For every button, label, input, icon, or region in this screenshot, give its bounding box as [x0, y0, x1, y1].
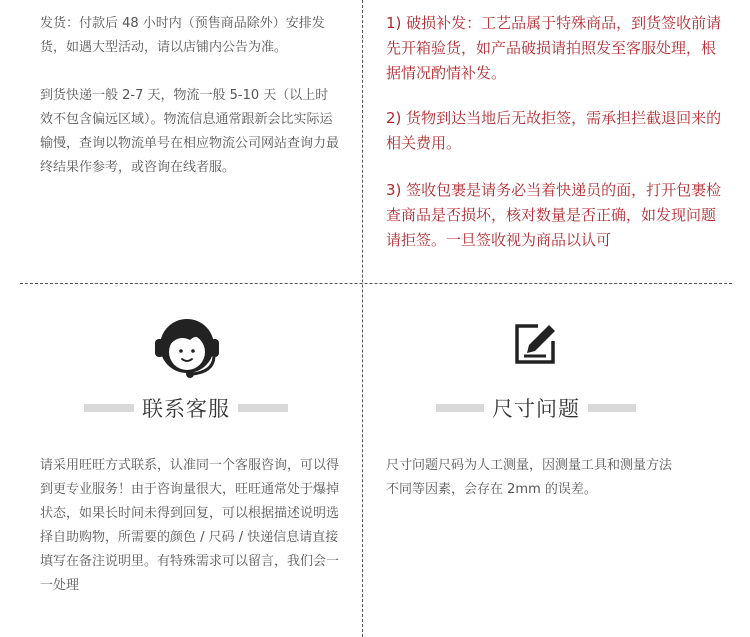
size-issue-text: 尺寸问题尺码为人工测量，因测量工具和测量方法不同等因素，会存在 2mm 的误差。 [386, 458, 673, 497]
refusal-fee-note: 2) 货物到达当地后无故拒签，需承担拦截退回来的相关费用。 [386, 109, 722, 152]
delivery-text: 到货快递一般 2-7 天，物流一般 5-10 天（以上时效不包含偏远区域）。物流信息通常跟新会比实际运输慢，查询以物流单号在相应物流公司网站查询力最终结果作参考，或咨询在线者服。 [40, 88, 340, 175]
vertical-divider [362, 0, 363, 637]
damage-reissue-note: 1) 破损补发：工艺品属于特殊商品，到货签收前请先开箱验货，如产品破损请拍照发至客服处理，根据情况酌情补发。 [386, 14, 722, 82]
customer-service-text: 请采用旺旺方式联系，认准同一个客服咨询，可以得到更专业服务！由于咨询量很大，旺旺通常处于爆掉状态，如果长时间未得到回复，可以根据描述说明选择自助购物，所需要的颜色 / 尺码 / 快递信息请直接填写在备注说明里。有特殊需求可以留言，我们会一一处理 [40, 458, 340, 593]
customer-service-heading [84, 393, 288, 423]
horizontal-divider [20, 283, 732, 284]
inspection-note: 3) 签收包裹是请务必当着快递员的面，打开包裹检查商品是否损坏，核对数量是否正确，如发现问题请拒签。一旦签收视为商品以认可 [386, 181, 722, 249]
shipping-text: 发货：付款后 48 小时内（预售商品除外）安排发货，如遇大型活动，请以店铺内公告为准。 [40, 16, 325, 55]
customer-service-title: 联系客服 [134, 393, 238, 423]
headset-icon [152, 314, 222, 380]
size-issue-heading [436, 393, 636, 423]
edit-icon [512, 321, 558, 367]
size-issue-title: 尺寸问题 [484, 393, 588, 423]
